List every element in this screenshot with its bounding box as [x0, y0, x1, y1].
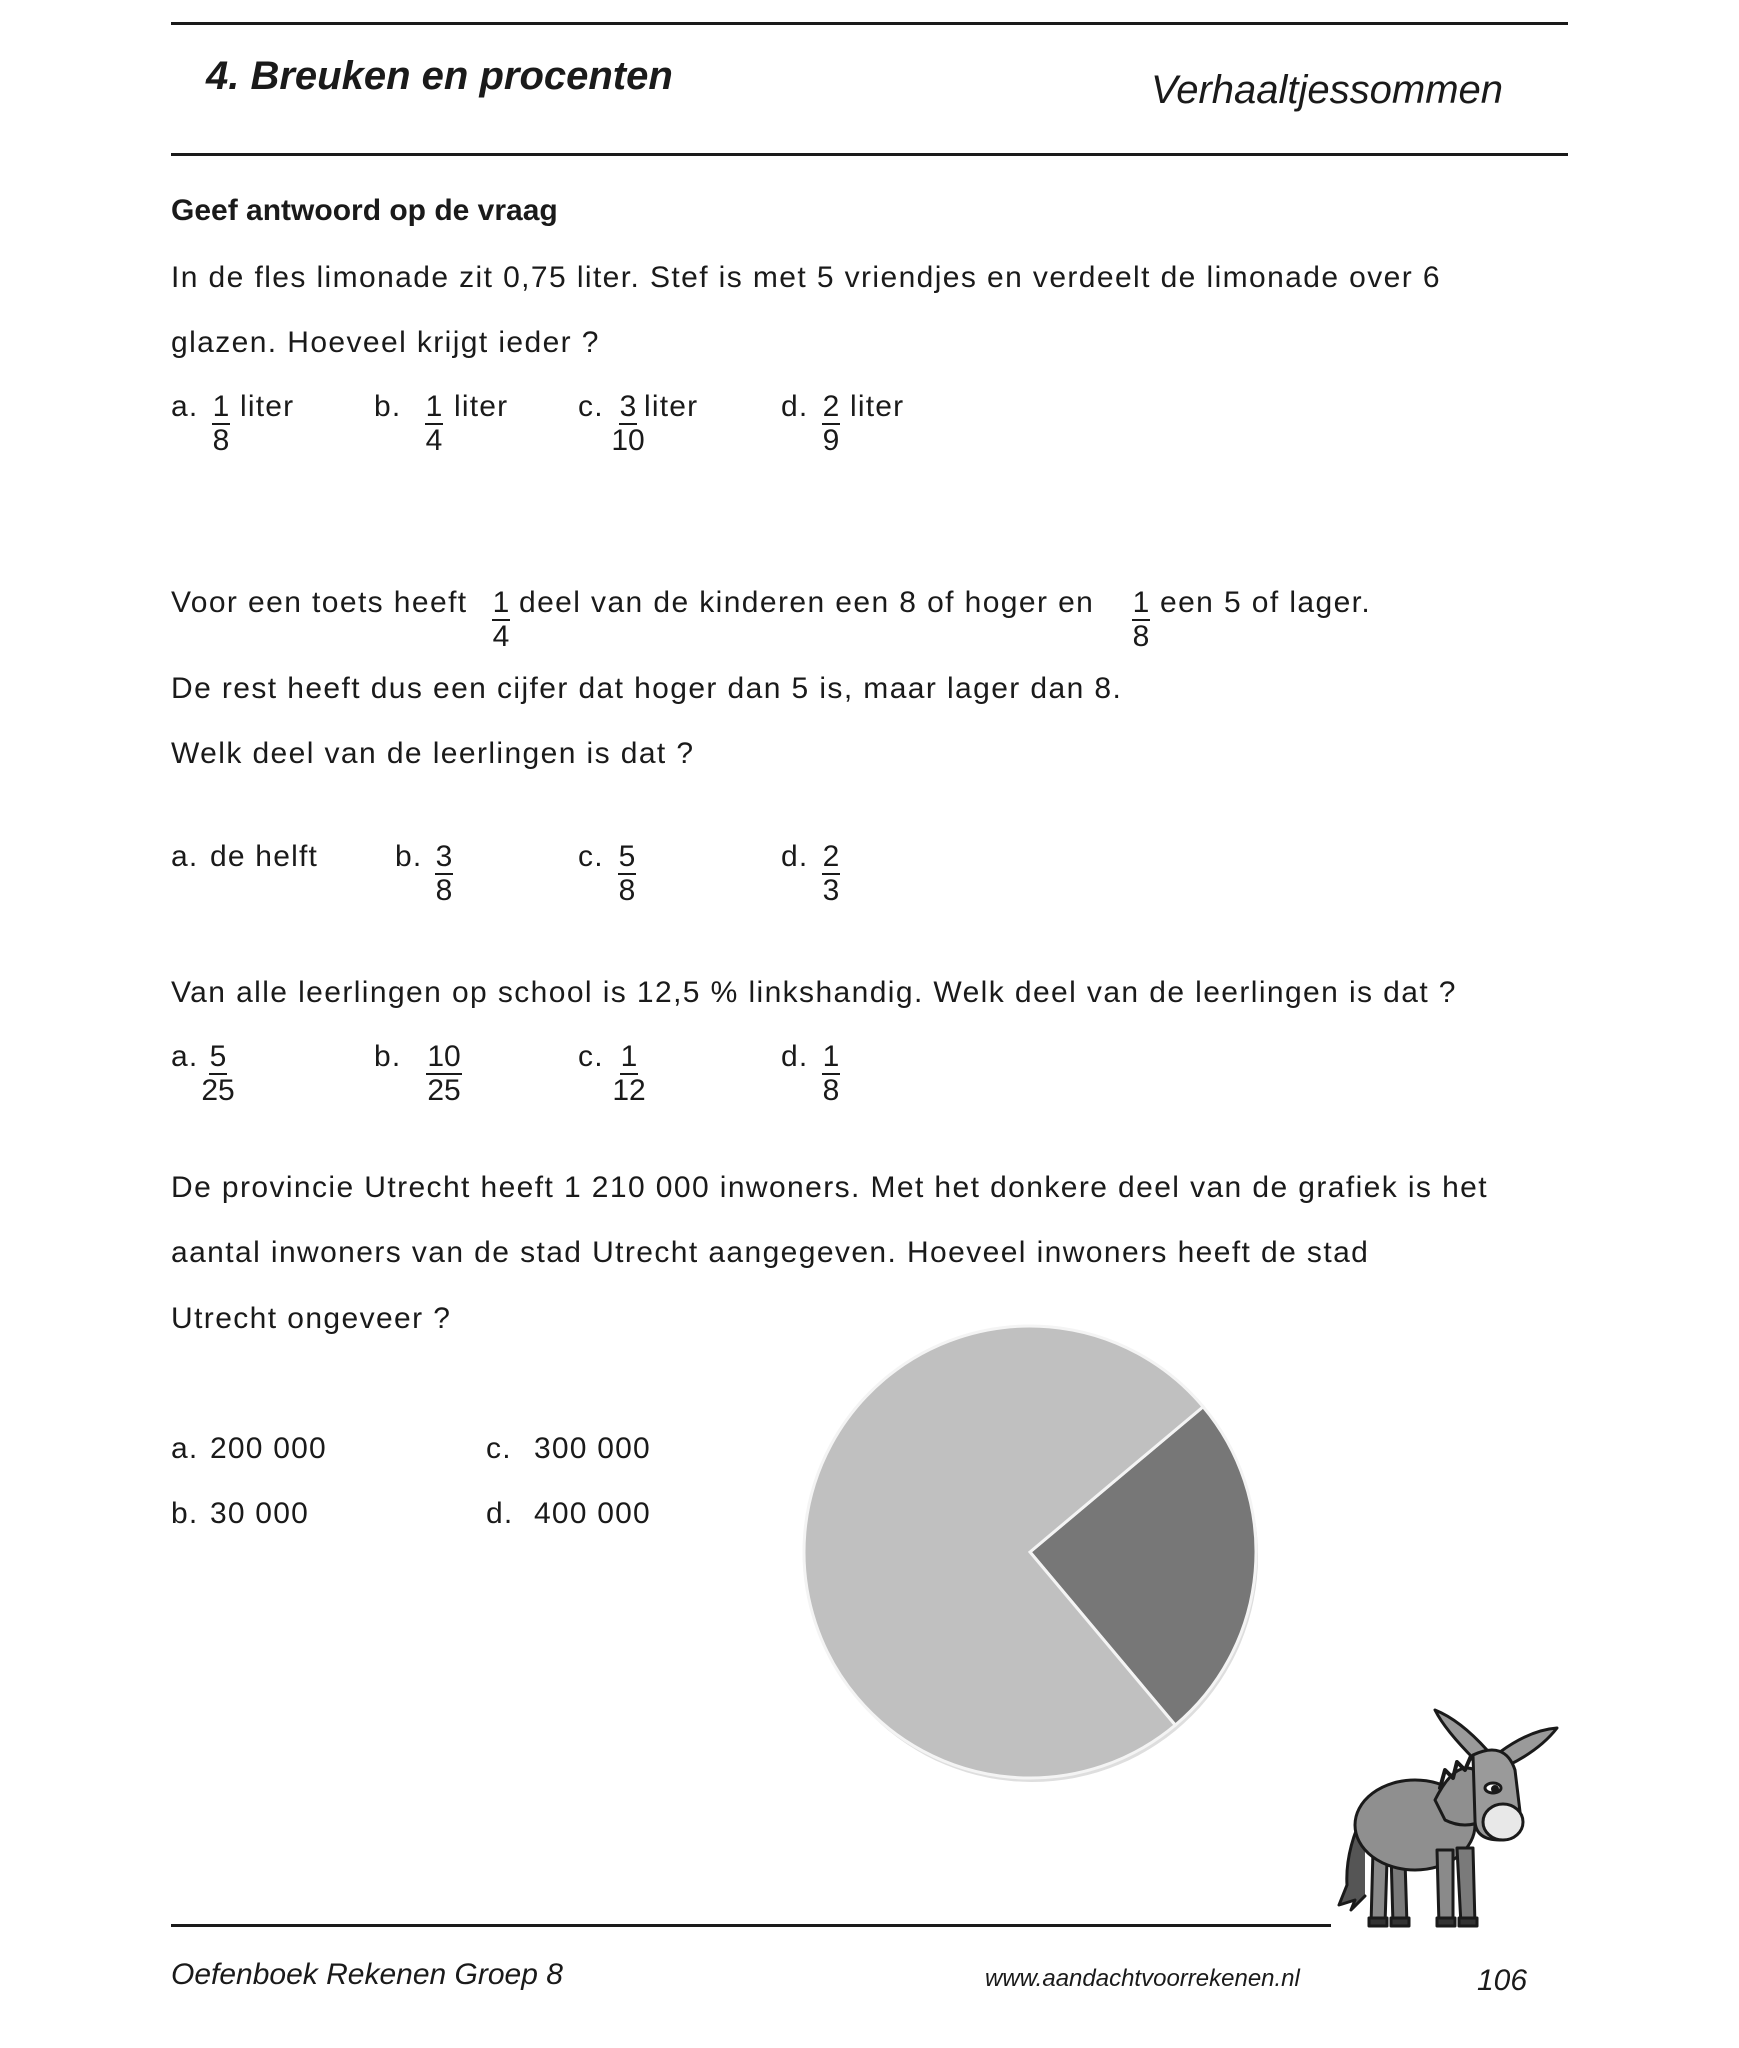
- page-subtitle: Verhaaltjessommen: [1151, 68, 1504, 112]
- q2-line1-part1: Voor een toets heeft: [171, 586, 468, 619]
- option-label: c.: [578, 840, 604, 873]
- fraction: 1 8: [212, 390, 230, 457]
- page-number: 106: [1477, 1964, 1528, 1997]
- fraction: 1 8: [822, 1040, 840, 1107]
- option-label: d.: [486, 1497, 514, 1530]
- instruction-heading: Geef antwoord op de vraag: [171, 194, 558, 227]
- q2-line1-part2: deel van de kinderen een 8 of hoger en: [519, 586, 1095, 619]
- option-label: b.: [171, 1497, 199, 1530]
- fraction: 2 3: [822, 840, 840, 907]
- option-label: a.: [171, 840, 199, 873]
- option-label: b.: [374, 390, 402, 423]
- fraction: 10 25: [427, 1040, 461, 1107]
- q4-line3: Utrecht ongeveer ?: [171, 1302, 452, 1335]
- option-label: c.: [578, 390, 604, 423]
- header-top-rule: [171, 22, 1568, 25]
- q2-line1-part3: een 5 of lager.: [1160, 586, 1372, 619]
- option-text: de helft: [210, 840, 319, 873]
- option-label: a.: [171, 1432, 199, 1465]
- page-title: 4. Breuken en procenten: [206, 54, 673, 98]
- pie-chart: [790, 1312, 1270, 1792]
- fraction: 3 8: [435, 840, 453, 907]
- fraction: 1 4: [425, 390, 443, 457]
- option-unit: liter: [850, 390, 905, 423]
- q2-line2: De rest heeft dus een cijfer dat hoger dan 5 is, maar lager dan 8.: [171, 672, 1123, 705]
- option-unit: liter: [454, 390, 509, 423]
- option-label: c.: [578, 1040, 604, 1073]
- option-label: b.: [374, 1040, 402, 1073]
- option-text: 200 000: [210, 1432, 327, 1465]
- footer-url[interactable]: www.aandachtvoorrekenen.nl: [985, 1965, 1300, 1992]
- option-label: a.: [171, 1040, 199, 1073]
- option-text: 30 000: [210, 1497, 309, 1530]
- fraction: 5 25: [201, 1040, 235, 1107]
- fraction: 5 8: [618, 840, 636, 907]
- fraction: 1 12: [612, 1040, 646, 1107]
- q2-fraction-1: 1 4: [492, 586, 510, 653]
- footer-book-title: Oefenboek Rekenen Groep 8: [171, 1958, 563, 1991]
- option-text: 400 000: [534, 1497, 651, 1530]
- option-label: b.: [395, 840, 423, 873]
- q3-line1: Van alle leerlingen op school is 12,5 % linkshandig. Welk deel van de leerlingen is dat ?: [171, 976, 1457, 1009]
- q1-line1: In de fles limonade zit 0,75 liter. Stef is met 5 vriendjes en verdeelt de limonade over 6: [171, 261, 1441, 294]
- footer-rule: [171, 1924, 1331, 1927]
- q2-line3: Welk deel van de leerlingen is dat ?: [171, 737, 695, 770]
- q2-fraction-2: 1 8: [1132, 586, 1150, 653]
- fraction: 3 10: [611, 390, 645, 457]
- option-label: d.: [781, 390, 809, 423]
- q1-line2: glazen. Hoeveel krijgt ieder ?: [171, 326, 600, 359]
- option-label: d.: [781, 840, 809, 873]
- fraction: 2 9: [822, 390, 840, 457]
- q4-line1: De provincie Utrecht heeft 1 210 000 inwoners. Met het donkere deel van de grafiek is het: [171, 1171, 1488, 1204]
- option-label: a.: [171, 390, 199, 423]
- donkey-illustration: [1325, 1700, 1565, 1930]
- q4-line2: aantal inwoners van de stad Utrecht aangegeven. Hoeveel inwoners heeft de stad: [171, 1236, 1370, 1269]
- option-label: c.: [486, 1432, 512, 1465]
- header-bottom-rule: [171, 153, 1568, 156]
- option-unit: liter: [240, 390, 295, 423]
- option-unit: liter: [644, 390, 699, 423]
- option-text: 300 000: [534, 1432, 651, 1465]
- option-label: d.: [781, 1040, 809, 1073]
- pie-slices: [804, 1326, 1256, 1778]
